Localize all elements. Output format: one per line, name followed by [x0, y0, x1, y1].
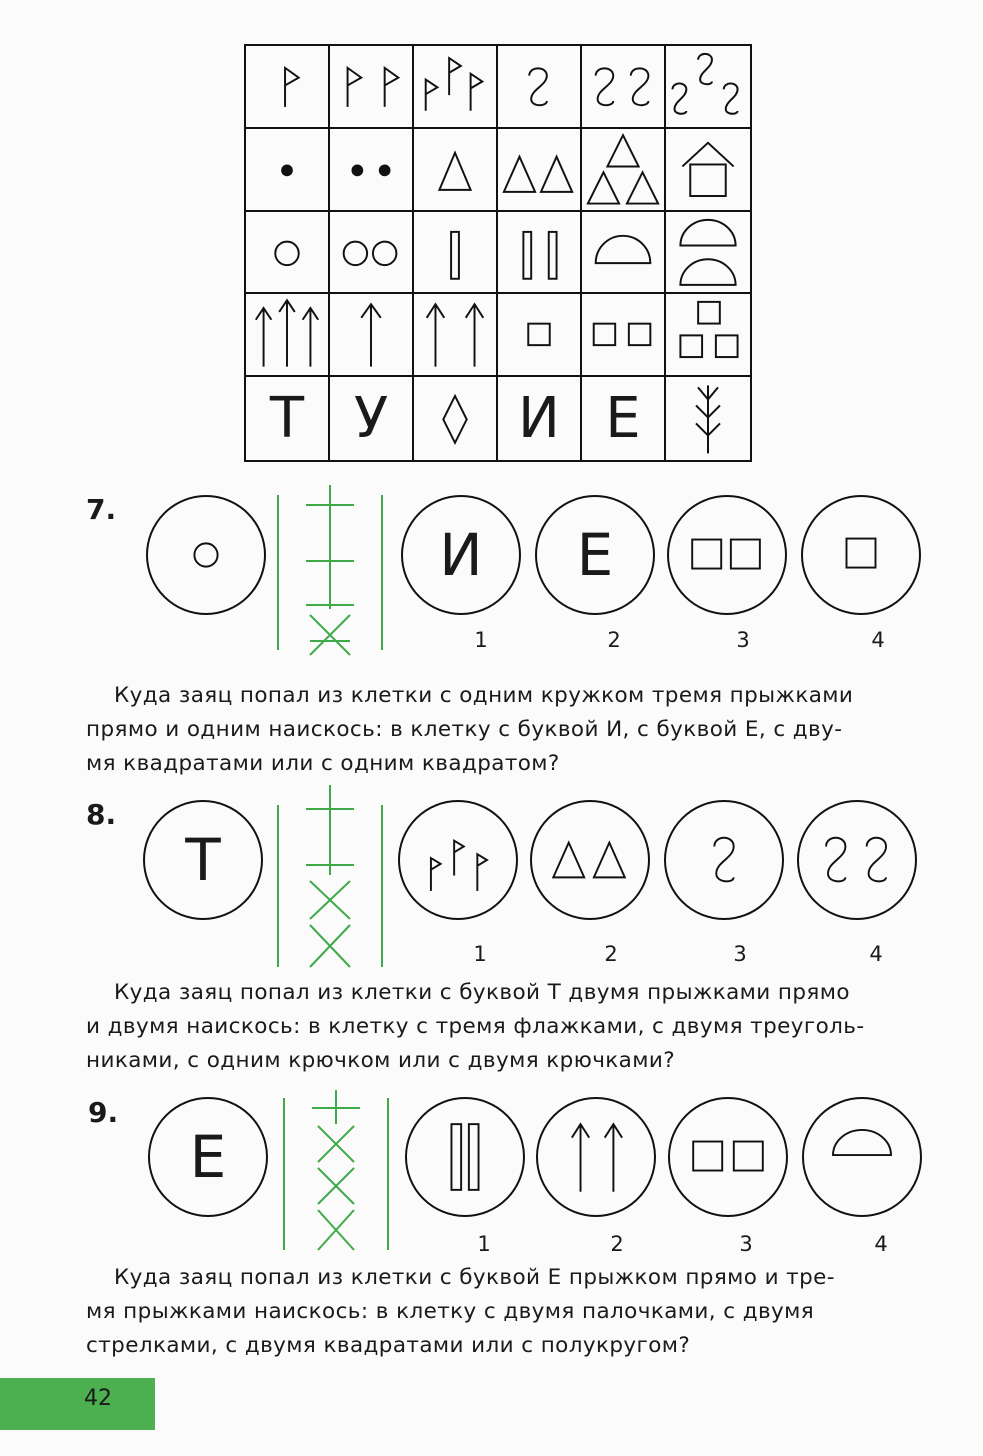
hook-icon	[666, 802, 782, 918]
start-cell-circle	[148, 1097, 268, 1217]
option-1-circle	[401, 495, 521, 615]
question-line: стрелками, с двумя квадратами или с полукругом?	[86, 1333, 691, 1358]
cell-one-circle	[246, 212, 330, 295]
flag-icon	[246, 46, 328, 127]
cell-two-arrows	[414, 294, 498, 377]
stick-icon	[498, 212, 580, 293]
route-diagram	[276, 1090, 396, 1260]
cell-three-flags	[414, 46, 498, 129]
option-2-circle	[530, 800, 650, 920]
flag-icon	[400, 802, 516, 918]
letter-e: Е	[605, 385, 641, 451]
question-line: Куда заяц попал из клетки с одним кружком тремя прыжками	[114, 683, 854, 708]
cell-two-circles	[330, 212, 414, 295]
cell-two-dots	[330, 129, 414, 212]
flag-icon	[414, 46, 496, 127]
cell-two-triangles	[498, 129, 582, 212]
diamond-icon	[414, 377, 496, 460]
option-number: 2	[607, 628, 621, 652]
square-icon	[582, 294, 664, 375]
arrow-icon	[414, 294, 496, 375]
square-icon	[669, 497, 785, 613]
option-2-circle	[536, 1097, 656, 1217]
page-number: 42	[84, 1386, 112, 1411]
option-number: 2	[604, 942, 618, 966]
option-3-circle	[668, 1097, 788, 1217]
sprig-icon	[666, 377, 750, 460]
stick-icon	[407, 1099, 523, 1215]
hook-icon	[799, 802, 915, 918]
cell-three-hooks	[666, 46, 750, 129]
flag-icon	[330, 46, 412, 127]
cell-two-hooks	[582, 46, 666, 129]
cell-one-flag	[246, 46, 330, 129]
letter-t: Т	[185, 826, 221, 894]
question-line: Куда заяц попал из клетки с буквой Е прыжком прямо и тре-	[114, 1265, 835, 1290]
arrow-icon	[538, 1099, 654, 1215]
arrow-icon	[246, 294, 328, 375]
cell-three-arrows	[246, 294, 330, 377]
triangle-icon	[414, 129, 496, 210]
circle-icon	[246, 212, 328, 293]
option-number: 2	[610, 1232, 624, 1256]
task-number: 8.	[86, 798, 117, 831]
option-number: 1	[477, 1232, 491, 1256]
hook-icon	[582, 46, 664, 127]
dot-icon	[246, 129, 328, 210]
question-line: Куда заяц попал из клетки с буквой Т двумя прыжками прямо	[114, 980, 850, 1005]
cell-one-dot	[246, 129, 330, 212]
option-3-circle	[664, 800, 784, 920]
circle-icon	[330, 212, 412, 293]
semicircle-icon	[582, 212, 664, 293]
option-2-circle	[535, 495, 655, 615]
option-number: 1	[474, 628, 488, 652]
question-line: никами, с одним крючком или с двумя крючками?	[86, 1048, 676, 1073]
dot-icon	[330, 129, 412, 210]
option-number: 3	[739, 1232, 753, 1256]
semicircle-icon	[666, 212, 750, 293]
letter-t: Т	[269, 385, 305, 451]
page-number-tab	[0, 1378, 155, 1430]
stick-icon	[414, 212, 496, 293]
option-number: 4	[874, 1232, 888, 1256]
symbol-grid	[244, 44, 752, 462]
cell-one-arrow	[330, 294, 414, 377]
start-cell-circle	[143, 800, 263, 920]
cell-two-flags	[330, 46, 414, 129]
circle-icon	[148, 497, 264, 613]
square-icon	[803, 497, 919, 613]
question-line: и двумя наискось: в клетку с тремя флажками, с двумя треуголь-	[86, 1014, 865, 1039]
square-icon	[670, 1099, 786, 1215]
question-line: мя квадратами или с одним квадратом?	[86, 751, 560, 776]
task-number: 7.	[86, 493, 117, 526]
square-icon	[498, 294, 580, 375]
hook-icon	[666, 46, 750, 127]
cell-three-squares	[666, 294, 750, 377]
option-4-circle	[797, 800, 917, 920]
option-number: 4	[869, 942, 883, 966]
cell-one-stick	[414, 212, 498, 295]
hook-icon	[498, 46, 580, 127]
option-number: 3	[733, 942, 747, 966]
task-number: 9.	[88, 1096, 119, 1129]
option-1-circle	[398, 800, 518, 920]
triangle-icon	[532, 802, 648, 918]
cell-letter-u	[330, 377, 414, 460]
option-number: 3	[736, 628, 750, 652]
cell-house	[666, 129, 750, 212]
option-3-circle	[667, 495, 787, 615]
cell-one-hook	[498, 46, 582, 129]
route-diagram	[270, 785, 390, 975]
letter-e: Е	[576, 521, 614, 589]
cell-two-squares	[582, 294, 666, 377]
house-icon	[666, 129, 750, 210]
cell-one-semicircle	[582, 212, 666, 295]
task-question	[86, 1261, 934, 1363]
square-icon	[666, 294, 750, 375]
option-4-circle	[801, 495, 921, 615]
cell-letter-i	[498, 377, 582, 460]
question-line: прямо и одним наискось: в клетку с буквой И, с буквой Е, с дву-	[86, 717, 843, 742]
option-number: 1	[473, 942, 487, 966]
route-diagram	[270, 485, 390, 685]
cell-two-semicircles	[666, 212, 750, 295]
cell-sprig	[666, 377, 750, 460]
cell-diamond	[414, 377, 498, 460]
letter-i: И	[518, 385, 560, 451]
cell-letter-e	[582, 377, 666, 460]
cell-two-sticks	[498, 212, 582, 295]
letter-e: Е	[189, 1123, 227, 1191]
start-cell-circle	[146, 495, 266, 615]
option-4-circle	[802, 1097, 922, 1217]
triangle-icon	[498, 129, 580, 210]
cell-one-square	[498, 294, 582, 377]
triangle-icon	[582, 129, 664, 210]
cell-one-triangle	[414, 129, 498, 212]
cell-three-triangles	[582, 129, 666, 212]
task-question	[86, 679, 934, 781]
semicircle-icon	[804, 1099, 920, 1215]
letter-u: У	[353, 385, 389, 451]
letter-i: И	[439, 521, 483, 589]
task-question	[86, 976, 934, 1078]
arrow-icon	[330, 294, 412, 375]
cell-letter-t	[246, 377, 330, 460]
option-1-circle	[405, 1097, 525, 1217]
option-number: 4	[871, 628, 885, 652]
question-line: мя прыжками наискось: в клетку с двумя палочками, с двумя	[86, 1299, 815, 1324]
